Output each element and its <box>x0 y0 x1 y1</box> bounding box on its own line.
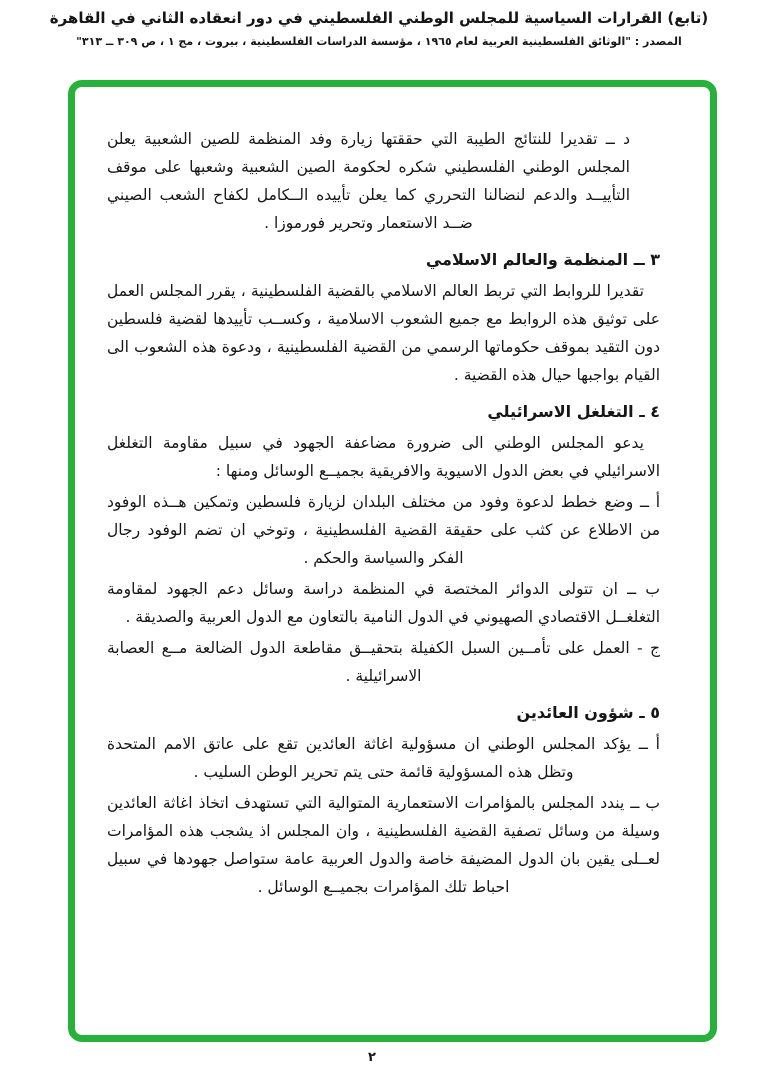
page-title: (تابع) القرارات السياسية للمجلس الوطني الفلسطيني في دور انعقاده الثاني في القاهرة <box>49 9 709 27</box>
page-number: ٢ <box>368 1050 376 1065</box>
section-4-item-b: ب ــ ان تتولى الدوائر المختصة في المنظمة دراسة وسائل دعم الجهود لمقاومة التغلغــل الاقتصادي الصهيوني في الدول النامية بالتعاون مع الدول العربية والصديقة . <box>107 580 660 626</box>
clause-d-paragraph: د ــ تقديرا للنتائج الطيبة التي حققتها زيارة وفد المنظمة للصين الشعبية يعلن المجلس الوطني الفلسطيني شكره لحكومة الصين الشعبية وشعبها على موقف التأييــد والدعم لنضالنا التحرري كما يعلن تأييده الــكامل لكفاح الشعب الصيني ضــد الاستعمار وتحرير فورموزا . <box>107 130 630 232</box>
section-4-item-a: أ ــ وضع خطط لدعوة وفود من مختلف البلدان لزيارة فلسطين وتمكين هــذه الوفود من الاطلاع عن كثب على حقيقة القضية الفلسطينية ، وتوخي ان تضم الوفود رجال الفكر والسياسة والحكم . <box>107 493 660 567</box>
document-body <box>107 125 660 904</box>
section-5-heading: ٥ ـ شؤون العائدين <box>516 703 660 722</box>
section-4-intro: يدعو المجلس الوطني الى ضرورة مضاعفة الجهود في سبيل مقاومة التغلغل الاسرائيلي في بعض الدول الاسيوية والافريقية بجميــع الوسائل ومنها : <box>107 434 660 480</box>
section-4-heading: ٤ ـ التغلغل الاسرائيلي <box>487 402 660 421</box>
section-5-item-b: ب ــ يندد المجلس بالمؤامرات الاستعمارية المتوالية التي تستهدف اتخاذ اغاثة العائدين وسيلة من وسائل تصفية القضية الفلسطينية ، وان المجلس اذ يشجب هذه المؤامرات لعــلى يقين بان الدول المضيفة خاصة والدول العربية عامة ستواصل جهودها في سبيل احباط تلك المؤامرات بجميــع الوسائل . <box>107 794 660 896</box>
source-citation: المصدر : "الوثائق الفلسطينية العربية لعام ١٩٦٥ ، مؤسسة الدراسات الفلسطينية ، بيروت ، مج ١ ، ص ٣٠٩ ــ ٣١٣" <box>76 35 682 48</box>
page-border-frame <box>68 80 717 1042</box>
section-4-item-j: ج - العمل على تأمــين السبل الكفيلة بتحقيــق مقاطعة الدول الضالعة مــع العصابة الاسرائيلية . <box>107 639 660 685</box>
section-5-item-a: أ ــ يؤكد المجلس الوطني ان مسؤولية اغاثة العائدين تقع على عاتق الامم المتحدة وتظل هذه المسؤولية قائمة حتى يتم تحرير الوطن السليب . <box>107 735 660 781</box>
page-header <box>40 6 718 50</box>
section-3-heading: ٣ ــ المنظمة والعالم الاسلامي <box>425 250 660 269</box>
section-3-paragraph: تقديرا للروابط التي تربط العالم الاسلامي بالقضية الفلسطينية ، يقرر المجلس العمل على توثيق هذه الروابط مع جميع الشعوب الاسلامية ، وكســب تأييدها لقضية فلسطين دون التقيد بموقف حكوماتها الرسمي من القضية الفلسطينية ، ودعوة هذه الشعوب الى القيام بواجبها حيال هذه القضية . <box>107 282 660 384</box>
